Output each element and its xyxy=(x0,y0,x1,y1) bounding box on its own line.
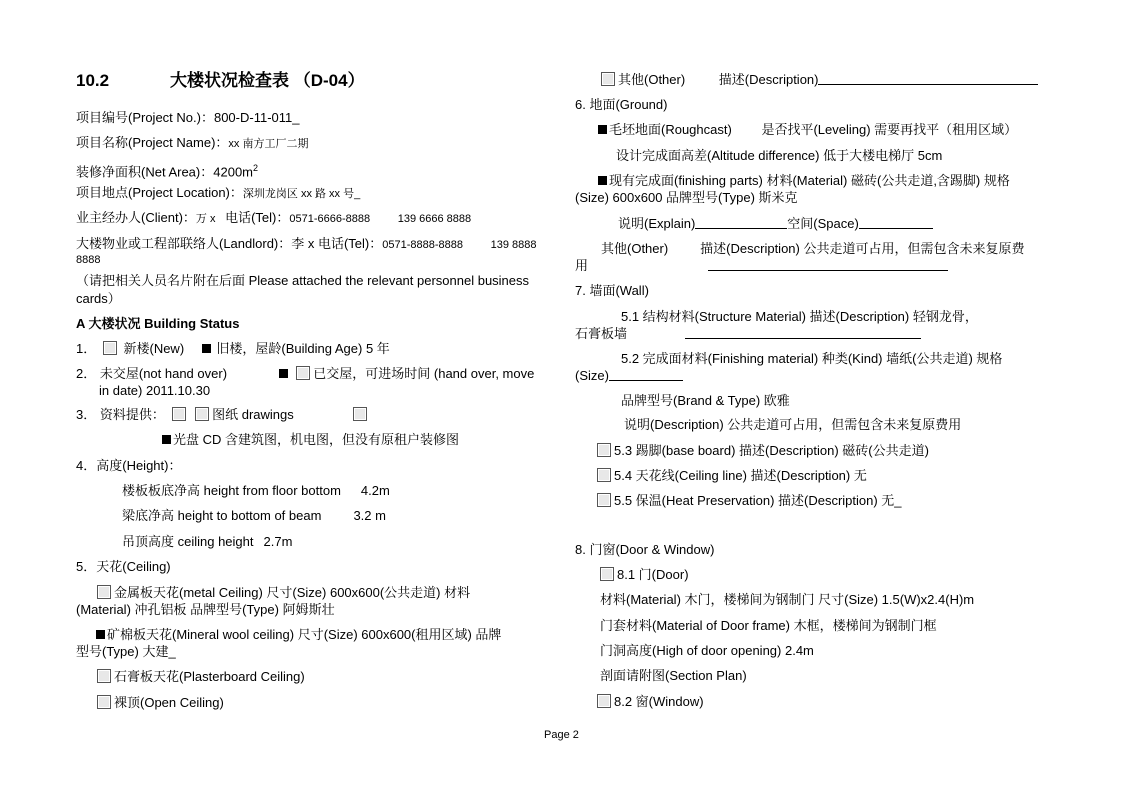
building-status-heading: A 大楼状况 Building Status xyxy=(76,316,240,331)
structure-line[interactable] xyxy=(685,326,921,339)
explain-space xyxy=(618,216,933,232)
project-name-value: xx 南方工厂二期 xyxy=(228,138,309,150)
old-building-label: 旧楼，屋龄(Building Age) 5 年 xyxy=(216,341,390,356)
drawings-checkbox[interactable] xyxy=(195,407,209,421)
project-name xyxy=(76,135,308,152)
metal-ceiling xyxy=(94,585,470,601)
window xyxy=(594,694,704,710)
base-board xyxy=(594,443,929,459)
ground-other-label: 其他(Other) xyxy=(601,241,669,256)
net-area-label: 装修净面积(Net Area)： xyxy=(76,164,214,180)
metal-ceiling-label: 金属板天花(metal Ceiling) 尺寸(Size) 600x600(公共走道) 材料 xyxy=(114,585,471,600)
project-location xyxy=(76,185,360,202)
old-building-checked[interactable] xyxy=(202,344,211,353)
structure-material-cont-text: 石膏板墙 xyxy=(575,326,628,341)
client xyxy=(76,210,471,227)
item-2 xyxy=(76,366,534,382)
section-number: 10.2 xyxy=(76,71,110,90)
height-ceiling xyxy=(122,534,292,550)
roughcast-label: 毛坯地面(Roughcast) xyxy=(609,122,732,137)
finishing-size-line[interactable] xyxy=(609,368,683,381)
landlord xyxy=(76,236,537,253)
finishing-checked[interactable] xyxy=(598,176,607,185)
ceiling-other-label: 其他(Other) xyxy=(618,72,686,87)
project-no-value: 800-D-11-011_ xyxy=(213,110,300,125)
roughcast-checked[interactable] xyxy=(598,125,607,134)
structure-material-cont xyxy=(575,326,921,342)
new-building-label: 新楼(New) xyxy=(123,341,185,356)
handover-checked[interactable] xyxy=(279,369,288,378)
base-board-checkbox[interactable] xyxy=(597,443,611,457)
finishing-parts xyxy=(596,173,1010,189)
open-ceiling-checkbox[interactable] xyxy=(97,695,111,709)
finishing-material-cont xyxy=(575,368,683,384)
ground-other-line[interactable] xyxy=(708,258,948,271)
finishing-size-label: (Size) xyxy=(575,368,609,383)
heat-preservation-checkbox[interactable] xyxy=(597,493,611,507)
mineral-ceiling xyxy=(94,627,501,643)
window-checkbox[interactable] xyxy=(597,694,611,708)
landlord-tel: 0571-8888-8888 xyxy=(382,239,464,251)
landlord-label: 大楼物业或工程部联络人(Landlord)：李 x 电话(Tel)： xyxy=(76,236,383,251)
location-label: 项目地点(Project Location)： xyxy=(76,185,243,200)
metal-ceiling-cont: (Material) 冲孔铝板 品牌型号(Type) 阿姆斯壮 xyxy=(76,602,335,617)
heat-preservation-label: 5.5 保温(Heat Preservation) 描述(Description) 无_ xyxy=(614,493,902,508)
section-7: 7. 墙面(Wall) xyxy=(575,283,649,298)
ground-other-cont-text: 用 xyxy=(575,258,589,273)
door-checkbox[interactable] xyxy=(600,567,614,581)
section-6: 6. 地面(Ground) xyxy=(575,97,668,112)
client-tel: 0571-6666-8888 xyxy=(289,213,371,225)
door-label: 8.1 门(Door) xyxy=(617,567,689,582)
explain-label: 说明(Explain) xyxy=(618,216,696,231)
ceiling-label: 天花(Ceiling) xyxy=(96,559,171,574)
door-material: 材料(Material) 木门，楼梯间为钢制门 尺寸(Size) 1.5(W)x2.4(H)m xyxy=(600,592,975,607)
new-building-checkbox[interactable] xyxy=(103,341,117,355)
landlord-mobile: 139 8888 xyxy=(490,239,537,251)
brand-type: 品牌型号(Brand & Type) 欧雅 xyxy=(621,393,790,408)
ceiling-line xyxy=(594,468,867,484)
item-4-num: 4． xyxy=(76,458,97,473)
item-4 xyxy=(76,458,181,474)
landlord-mobile-cont: 8888 xyxy=(76,254,101,266)
height-beam-label: 梁底净高 height to bottom of beam xyxy=(122,508,322,523)
section-8: 8. 门窗(Door & Window) xyxy=(575,542,715,557)
window-label: 8.2 窗(Window) xyxy=(614,694,704,709)
ground-other-cont xyxy=(575,258,948,274)
space-label: 空间(Space) xyxy=(787,216,859,231)
handover-label: 已交屋，可进场时间 (hand over, move xyxy=(313,366,535,381)
height-beam-value: 3.2 m xyxy=(353,508,386,523)
client-name: 万 x xyxy=(195,213,216,225)
client-mobile: 139 6666 8888 xyxy=(397,213,472,225)
item-3-num: 3． xyxy=(76,407,97,422)
door-height: 门洞高度(High of door opening) 2.4m xyxy=(600,643,814,658)
roughcast xyxy=(596,122,1017,138)
structure-material: 5.1 结构材料(Structure Material) 描述(Description) 轻钢龙骨， xyxy=(621,309,978,324)
item-5 xyxy=(76,559,171,575)
metal-ceiling-checkbox[interactable] xyxy=(97,585,111,599)
height-label: 高度(Height)： xyxy=(96,458,182,473)
cd-label: 光盘 CD 含建筑图，机电图，但没有原租户装修图 xyxy=(173,432,460,447)
ceiling-other-desc-line[interactable] xyxy=(818,72,1038,85)
height-floor xyxy=(122,483,390,499)
height-floor-label: 楼板板底净高 height from floor bottom xyxy=(122,483,341,498)
height-ceiling-value: 2.7m xyxy=(263,534,293,549)
open-ceiling xyxy=(94,695,224,711)
project-name-label: 项目名称(Project Name)： xyxy=(76,135,229,150)
docs-checkbox-3[interactable] xyxy=(353,407,367,421)
plaster-ceiling xyxy=(94,669,305,685)
space-line[interactable] xyxy=(859,216,933,229)
item-5-num: 5． xyxy=(76,559,97,574)
net-area xyxy=(76,160,258,180)
plaster-ceiling-checkbox[interactable] xyxy=(97,669,111,683)
note-line2: cards） xyxy=(76,291,121,306)
ceiling-line-label: 5.4 天花线(Ceiling line) 描述(Description) 无 xyxy=(614,468,867,483)
plaster-ceiling-label: 石膏板天花(Plasterboard Ceiling) xyxy=(114,669,305,684)
ground-other xyxy=(601,241,1024,257)
cd-checked[interactable] xyxy=(162,435,171,444)
door xyxy=(597,567,689,583)
drawings-label: 图纸 drawings xyxy=(212,407,294,422)
finishing-label: 现有完成面(finishing parts) 材料(Material) 磁砖(公共走道,含踢脚) 规格 xyxy=(609,173,1010,188)
page-number: Page 2 xyxy=(544,729,579,741)
base-board-label: 5.3 踢脚(base board) 描述(Description) 磁砖(公共走道) xyxy=(614,443,929,458)
altitude-diff: 设计完成面高差(Altitude difference) 低于大楼电梯厅 5cm xyxy=(616,148,943,163)
net-area-sup: 2 xyxy=(253,163,259,173)
item-2-cont: in date) 2011.10.30 xyxy=(99,383,211,398)
item-1 xyxy=(76,341,390,357)
client-tel-label: 电话(Tel)： xyxy=(225,210,290,225)
mineral-ceiling-label: 矿棉板天花(Mineral wool ceiling) 尺寸(Size) 600x600(租用区域) 品牌 xyxy=(107,627,502,642)
not-handover-label: 未交屋(not hand over) xyxy=(99,366,228,381)
item-3 xyxy=(76,407,370,423)
finishing-material: 5.2 完成面材料(Finishing material) 种类(Kind) 墙纸(公共走道) 规格 xyxy=(621,351,1003,366)
location-value: 深圳龙岗区 xx 路 xx 号_ xyxy=(242,188,361,200)
ceiling-other-checkbox[interactable] xyxy=(601,72,615,86)
item-2-num: 2． xyxy=(76,366,97,381)
docs-checkbox-1[interactable] xyxy=(172,407,186,421)
ceiling-other xyxy=(598,72,1038,88)
handover-checkbox[interactable] xyxy=(296,366,310,380)
client-label: 业主经办人(Client)： xyxy=(76,210,196,225)
height-beam xyxy=(122,508,386,524)
mineral-ceiling-cont: 型号(Type) 大建_ xyxy=(76,644,176,659)
wall-description: 说明(Description) 公共走道可占用，但需包含未来复原费用 xyxy=(624,417,962,432)
ground-other-desc: 描述(Description) 公共走道可占用，但需包含未来复原费 xyxy=(700,241,1025,256)
project-no xyxy=(76,110,299,126)
height-floor-value: 4.2m xyxy=(360,483,390,498)
leveling-label: 是否找平(Leveling) 需要再找平（租用区域） xyxy=(761,122,1018,137)
item-1-num: 1． xyxy=(76,341,97,356)
door-frame: 门套材料(Material of Door frame) 木框，楼梯间为钢制门框 xyxy=(600,618,937,633)
explain-line[interactable] xyxy=(695,216,787,229)
open-ceiling-label: 裸顶(Open Ceiling) xyxy=(114,695,224,710)
heat-preservation xyxy=(594,493,902,509)
page-title: 大楼状况检查表 （D-04） xyxy=(170,71,365,90)
height-ceiling-label: 吊顶高度 ceiling height xyxy=(122,534,254,549)
mineral-ceiling-checked[interactable] xyxy=(96,630,105,639)
section-plan: 剖面请附图(Section Plan) xyxy=(600,668,747,683)
finishing-parts-cont: (Size) 600x600 品牌型号(Type) 斯米克 xyxy=(575,190,798,205)
note-line1: （请把相关人员名片附在后面 Please attached the relevant personnel business xyxy=(76,273,530,288)
item-3-cd xyxy=(160,432,459,448)
ceiling-line-checkbox[interactable] xyxy=(597,468,611,482)
docs-label: 资料提供： xyxy=(99,407,165,422)
net-area-value: 4200m xyxy=(213,164,253,180)
ceiling-other-desc: 描述(Description) xyxy=(718,72,819,87)
project-no-label: 项目编号(Project No.)： xyxy=(76,110,214,125)
